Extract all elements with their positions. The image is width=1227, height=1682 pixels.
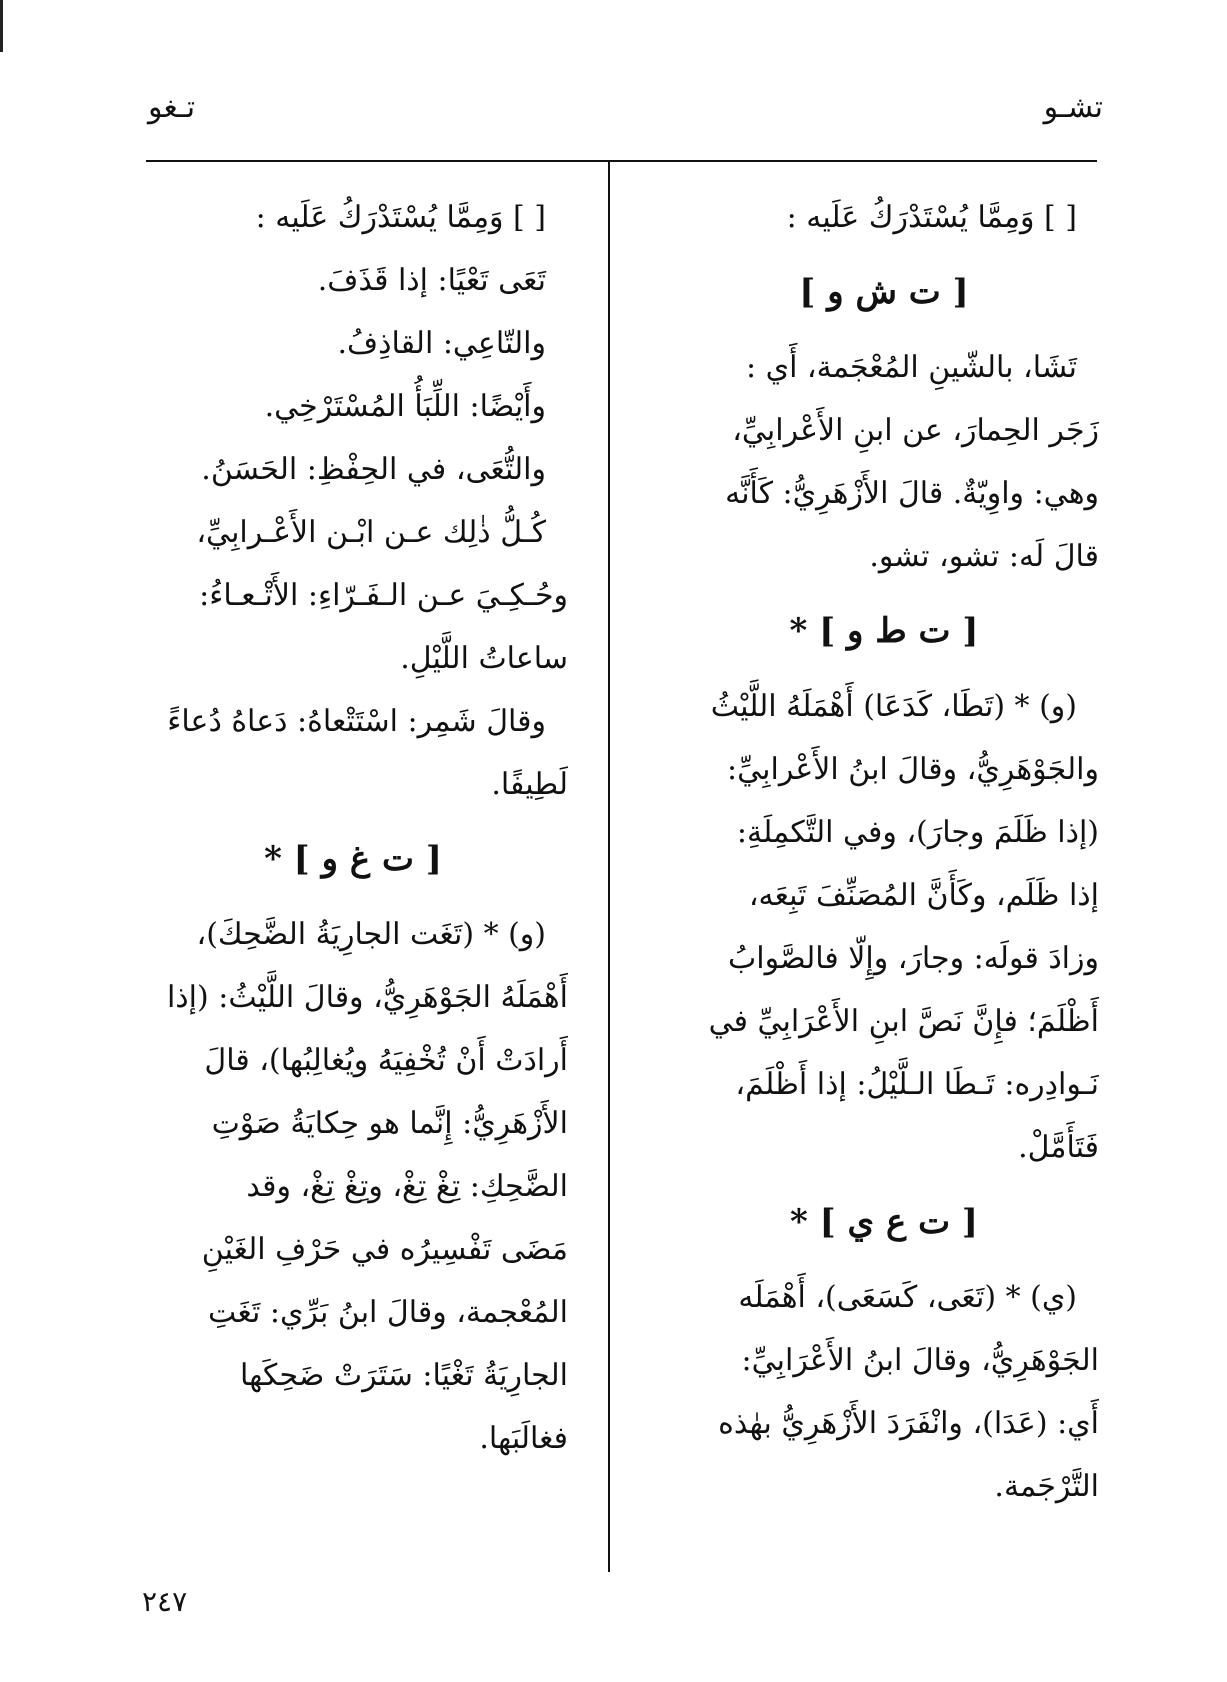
right-column <box>669 186 1099 1518</box>
text-line: وأَيْضًا: اللِّبَأُ المُسْتَرْخِي. <box>264 389 546 424</box>
text-line: وزادَ قولَه: وجارَ، وإِلّا فالصَّوابُ <box>728 941 1099 976</box>
page-number: ٢٤٧ <box>142 1585 188 1618</box>
header-rule <box>146 160 1097 162</box>
text-line: مَضَى تَفْسِيرُه في حَرْفِ الغَيْنِ <box>201 1232 568 1267</box>
text-line: [ ] وَمِمَّا يُسْتَدْرَكُ عَلَيه : <box>786 200 1077 235</box>
text-line: فَتَأَمَّلْ. <box>1018 1130 1099 1165</box>
column-divider <box>608 162 610 1572</box>
text-line: الجارِيَةُ تَغْيًا: سَتَرَتْ ضَحِكَها <box>240 1358 568 1393</box>
text-line: الضَّحِكِ: تِغْ تِغْ، وتِغْ تِغْ، وقد <box>246 1169 568 1204</box>
text-line: (و) * (تَغَت الجارِيَةُ الضَّحِكَ)، <box>196 917 546 952</box>
text-line: التَّرْجَمة. <box>994 1469 1099 1504</box>
text-line: تَعَى تَعْيًا: إذا قَذَفَ. <box>317 263 546 298</box>
text-line: (ي) * (تَعَى، كَسَعَى)، أَهْمَلَه <box>738 1280 1077 1315</box>
text-line: زَجَر الحِمارَ، عن ابنِ الأَعْرابِيِّ، <box>732 413 1099 448</box>
scan-edge-mark <box>0 0 3 52</box>
text-line: والتُّعَى، في الحِفْظِ: الحَسَنُ. <box>201 452 546 487</box>
text-line: (إذا ظَلَمَ وجارَ)، وفي التَّكمِلَةِ: <box>736 815 1099 850</box>
text-line: الأَزْهَرِيُّ: إِنَّما هو حِكايَةُ صَوْتِ <box>211 1106 568 1141</box>
entry-heading: [ ت ط و ] * <box>789 611 979 651</box>
text-line: نَـوادِره: تَـطَا الـلَّيْلُ: إذا أَظْلَمَ، <box>735 1067 1099 1102</box>
text-line: وهي: واوِيّةٌ. قالَ الأَزْهَرِيُّ: كَأَنَّه <box>725 476 1099 511</box>
header-left-word: تـغو <box>148 90 196 125</box>
text-line: (و) * (تَطَا، كَدَعَا) أَهْمَلَهُ اللَّيْثُ <box>710 689 1077 724</box>
entry-heading: [ ت ش و ] <box>799 272 969 312</box>
text-line: وقالَ شَمِر: اسْتَتْعاهُ: دَعاهُ دُعاءً <box>167 704 546 739</box>
text-line: أَظْلَمَ؛ فإِنَّ نَصَّ ابنِ الأَعْرَابِيِّ في <box>708 1004 1099 1039</box>
text-line: أَهْمَلَهُ الجَوْهَرِيُّ، وقالَ اللَّيْثُ: (إذا <box>166 980 568 1015</box>
text-line: والجَوْهَرِيُّ، وقالَ ابنُ الأَعْرابِيِّ: <box>727 752 1099 787</box>
text-line: أَرادَتْ أَنْ تُخْفِيَهُ ويُغالِبُها)، قالَ <box>204 1043 568 1078</box>
text-line: وحُـكِـيَ عـن الـفَـرّاءِ: الأَتْـعـاءُ: <box>199 578 568 613</box>
entry-heading: [ ت غ و ] * <box>264 839 442 879</box>
text-line: قالَ لَه: تشو، تشو. <box>869 539 1099 574</box>
text-line: لَطِيفًا. <box>491 767 568 802</box>
text-line: المُعْجمة، وقالَ ابنُ بَرِّي: تَغَتِ <box>208 1295 568 1330</box>
left-column <box>138 186 568 1470</box>
text-line: فغالَبَها. <box>479 1421 568 1456</box>
text-line: كُـلُّ ذٰلِك عـن ابْـن الأَعْـرابِيِّ، <box>196 515 546 550</box>
text-line: الجَوْهَرِيُّ، وقالَ ابنُ الأَعْرَابِيِّ: <box>741 1343 1099 1378</box>
text-line: إذا ظَلَم، وكَأَنَّ المُصَنِّفَ تَبِعَه، <box>748 878 1099 913</box>
entry-heading: [ ت ع ي ] * <box>789 1202 979 1242</box>
text-line: [ ] وَمِمَّا يُسْتَدْرَكُ عَلَيه : <box>255 200 546 235</box>
header-right-word: تشـو <box>1043 90 1103 125</box>
text-line: والتّاعِي: القاذِفُ. <box>337 326 546 361</box>
text-line: ساعاتُ اللَّيْلِ. <box>400 641 568 676</box>
text-line: أَي: (عَدَا)، وانْفَرَدَ الأَزْهَرِيُّ بهٰذه <box>718 1406 1099 1441</box>
text-line: تَشَا، بالشّينِ المُعْجَمة، أَي : <box>745 350 1077 385</box>
